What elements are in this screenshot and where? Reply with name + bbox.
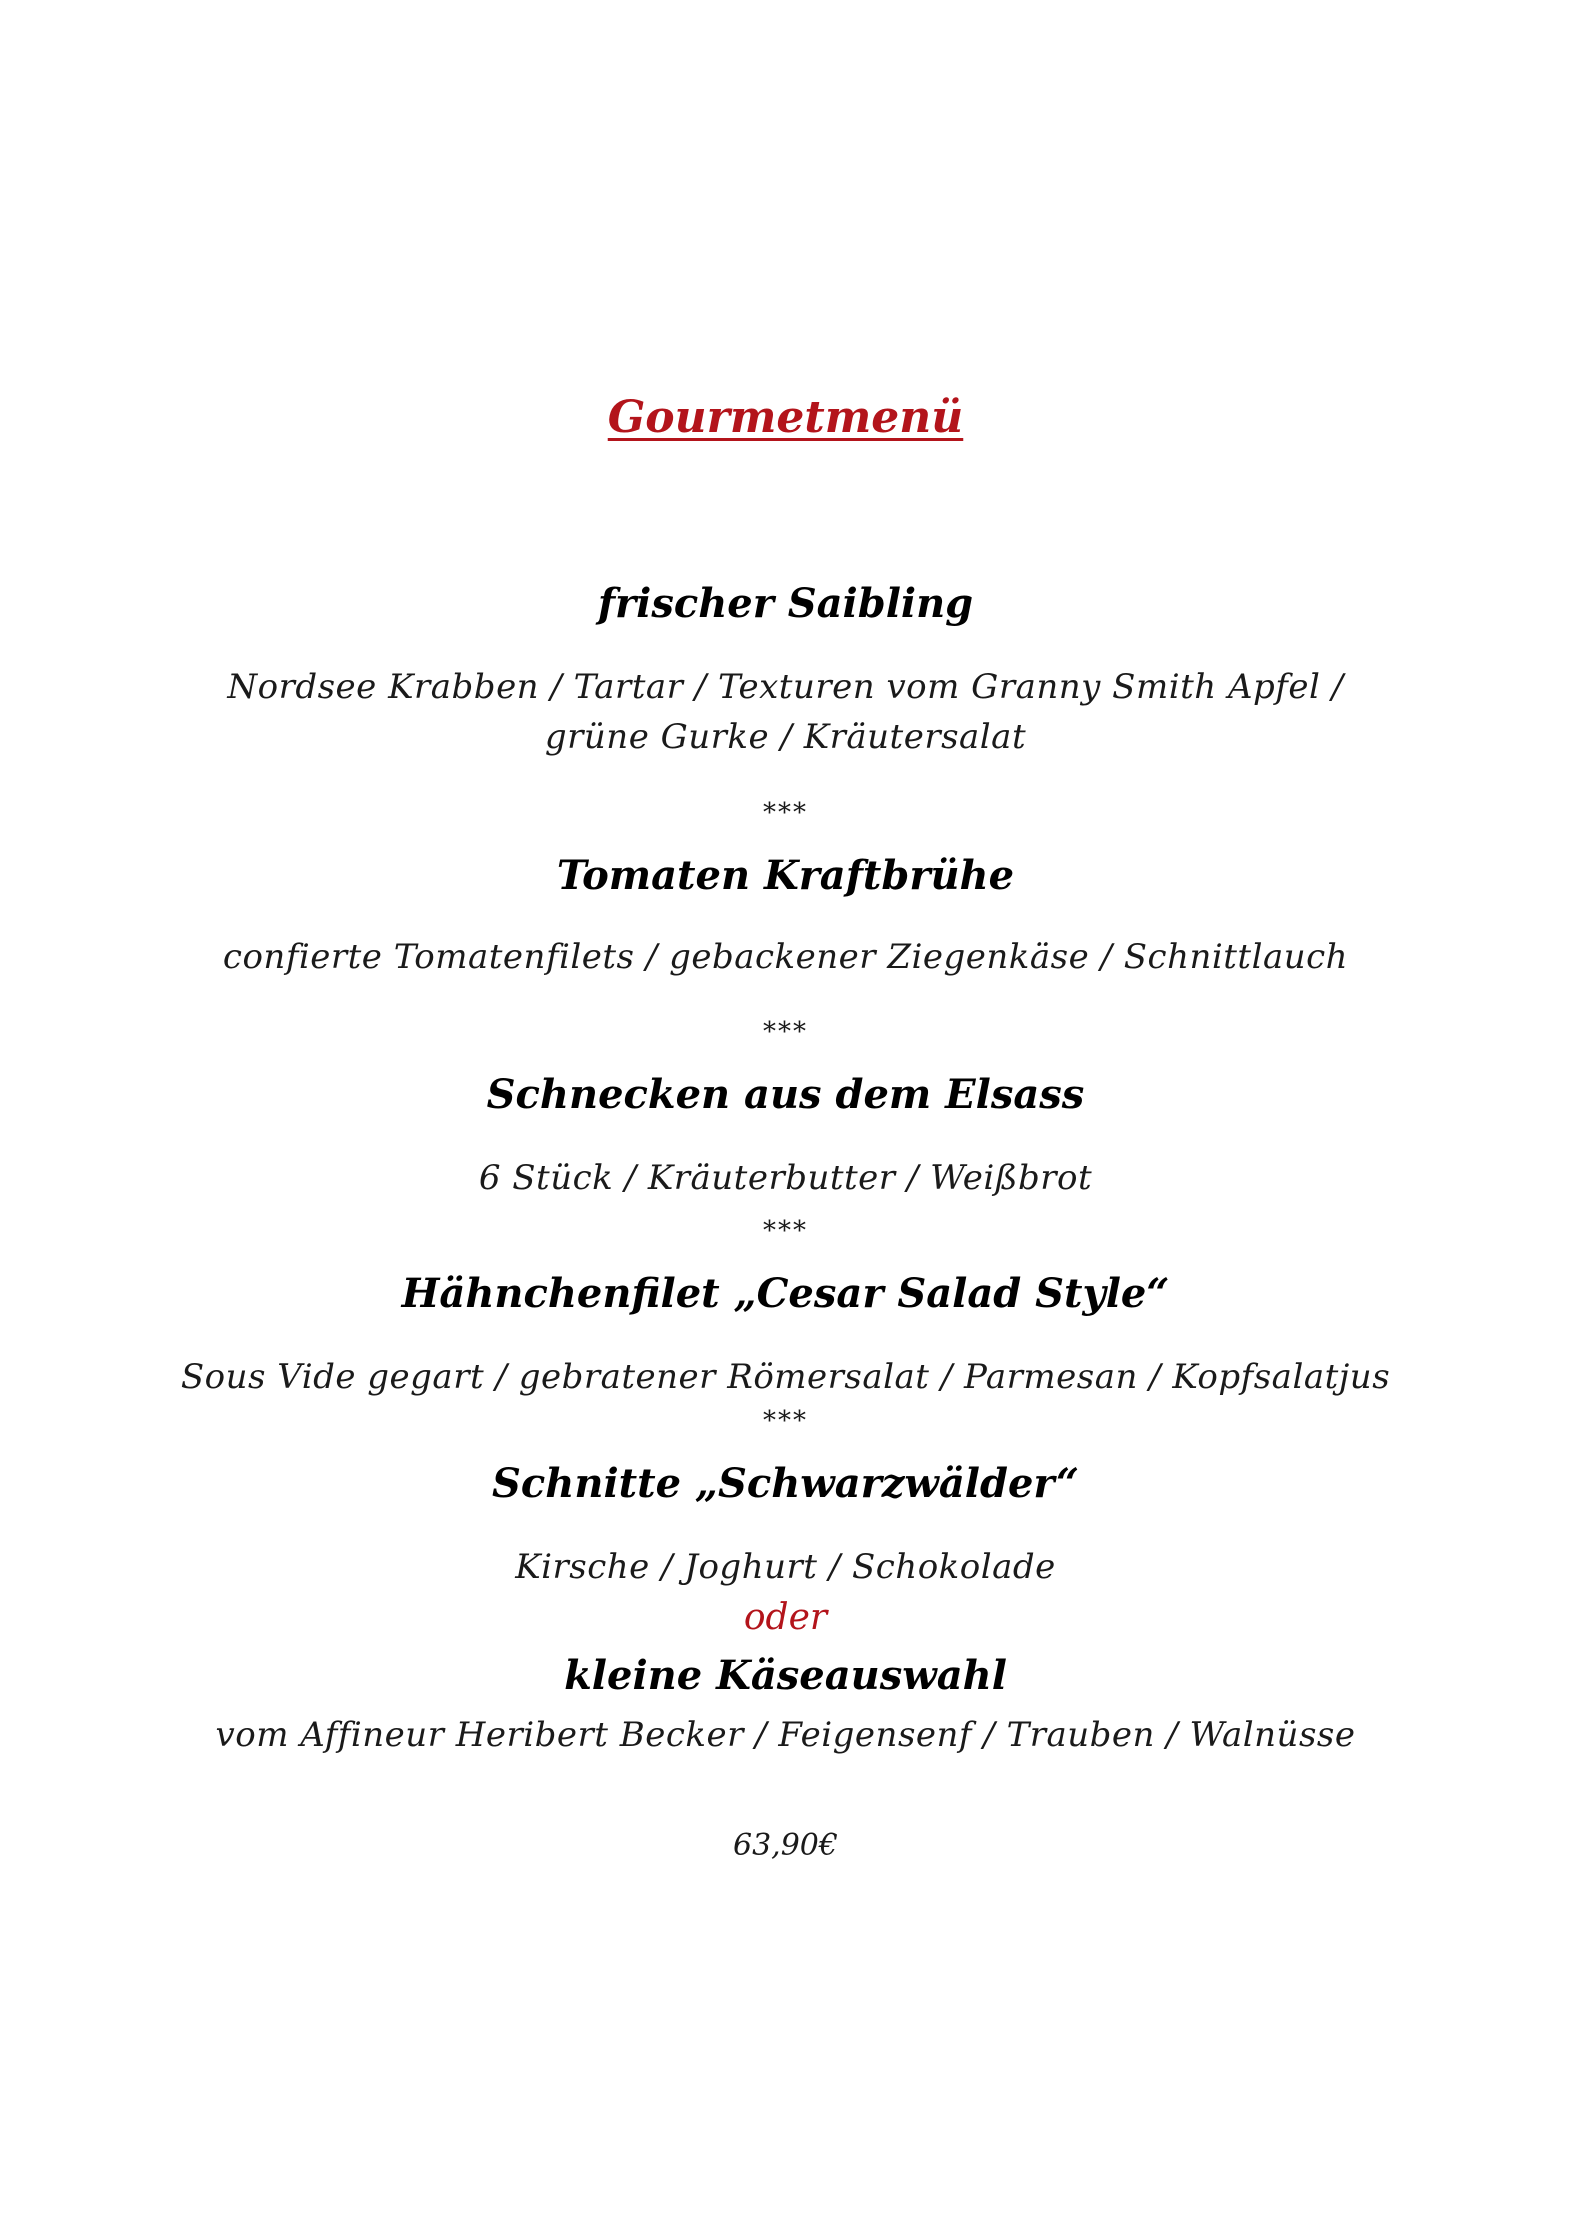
course-4-name: Hähnchenfilet „Cesar Salad Style“ <box>401 1270 1170 1317</box>
separator-2: *** <box>763 1017 808 1047</box>
course-5-name: Schnitte „Schwarzwälder“ <box>492 1460 1079 1507</box>
course-4-description-line-1: Sous Vide gegart / gebratener Römersalat / Parmesan / Kopfsalatjus <box>180 1357 1391 1397</box>
separator-1: *** <box>763 798 808 828</box>
alternative-word: oder <box>743 1597 828 1638</box>
course-2-name: Tomaten Kraftbrühe <box>556 852 1015 899</box>
course-2-description-line-1: confierte Tomatenfilets / gebackener Ziegenkäse / Schnittlauch <box>222 937 1349 977</box>
menu-title: Gourmetmenü <box>607 392 964 443</box>
course-3-description-line-1: 6 Stück / Kräuterbutter / Weißbrot <box>478 1158 1093 1198</box>
course-1-description-line-1: Nordsee Krabben / Tartar / Texturen vom Granny Smith Apfel / <box>227 667 1344 707</box>
course-6-name: kleine Käseauswahl <box>564 1652 1007 1699</box>
menu-price: 63,90€ <box>733 1828 838 1863</box>
course-6-description-line-1: vom Affineur Heribert Becker / Feigensenf / Trauben / Walnüsse <box>215 1715 1356 1755</box>
course-1-description-line-2: grüne Gurke / Kräutersalat <box>544 717 1027 757</box>
course-1-name: frischer Saibling <box>597 580 974 627</box>
course-3-name: Schnecken aus dem Elsass <box>486 1071 1085 1118</box>
separator-4: *** <box>763 1406 808 1436</box>
course-5-description-line-1: Kirsche / Joghurt / Schokolade <box>515 1547 1056 1587</box>
separator-3: *** <box>763 1216 808 1246</box>
